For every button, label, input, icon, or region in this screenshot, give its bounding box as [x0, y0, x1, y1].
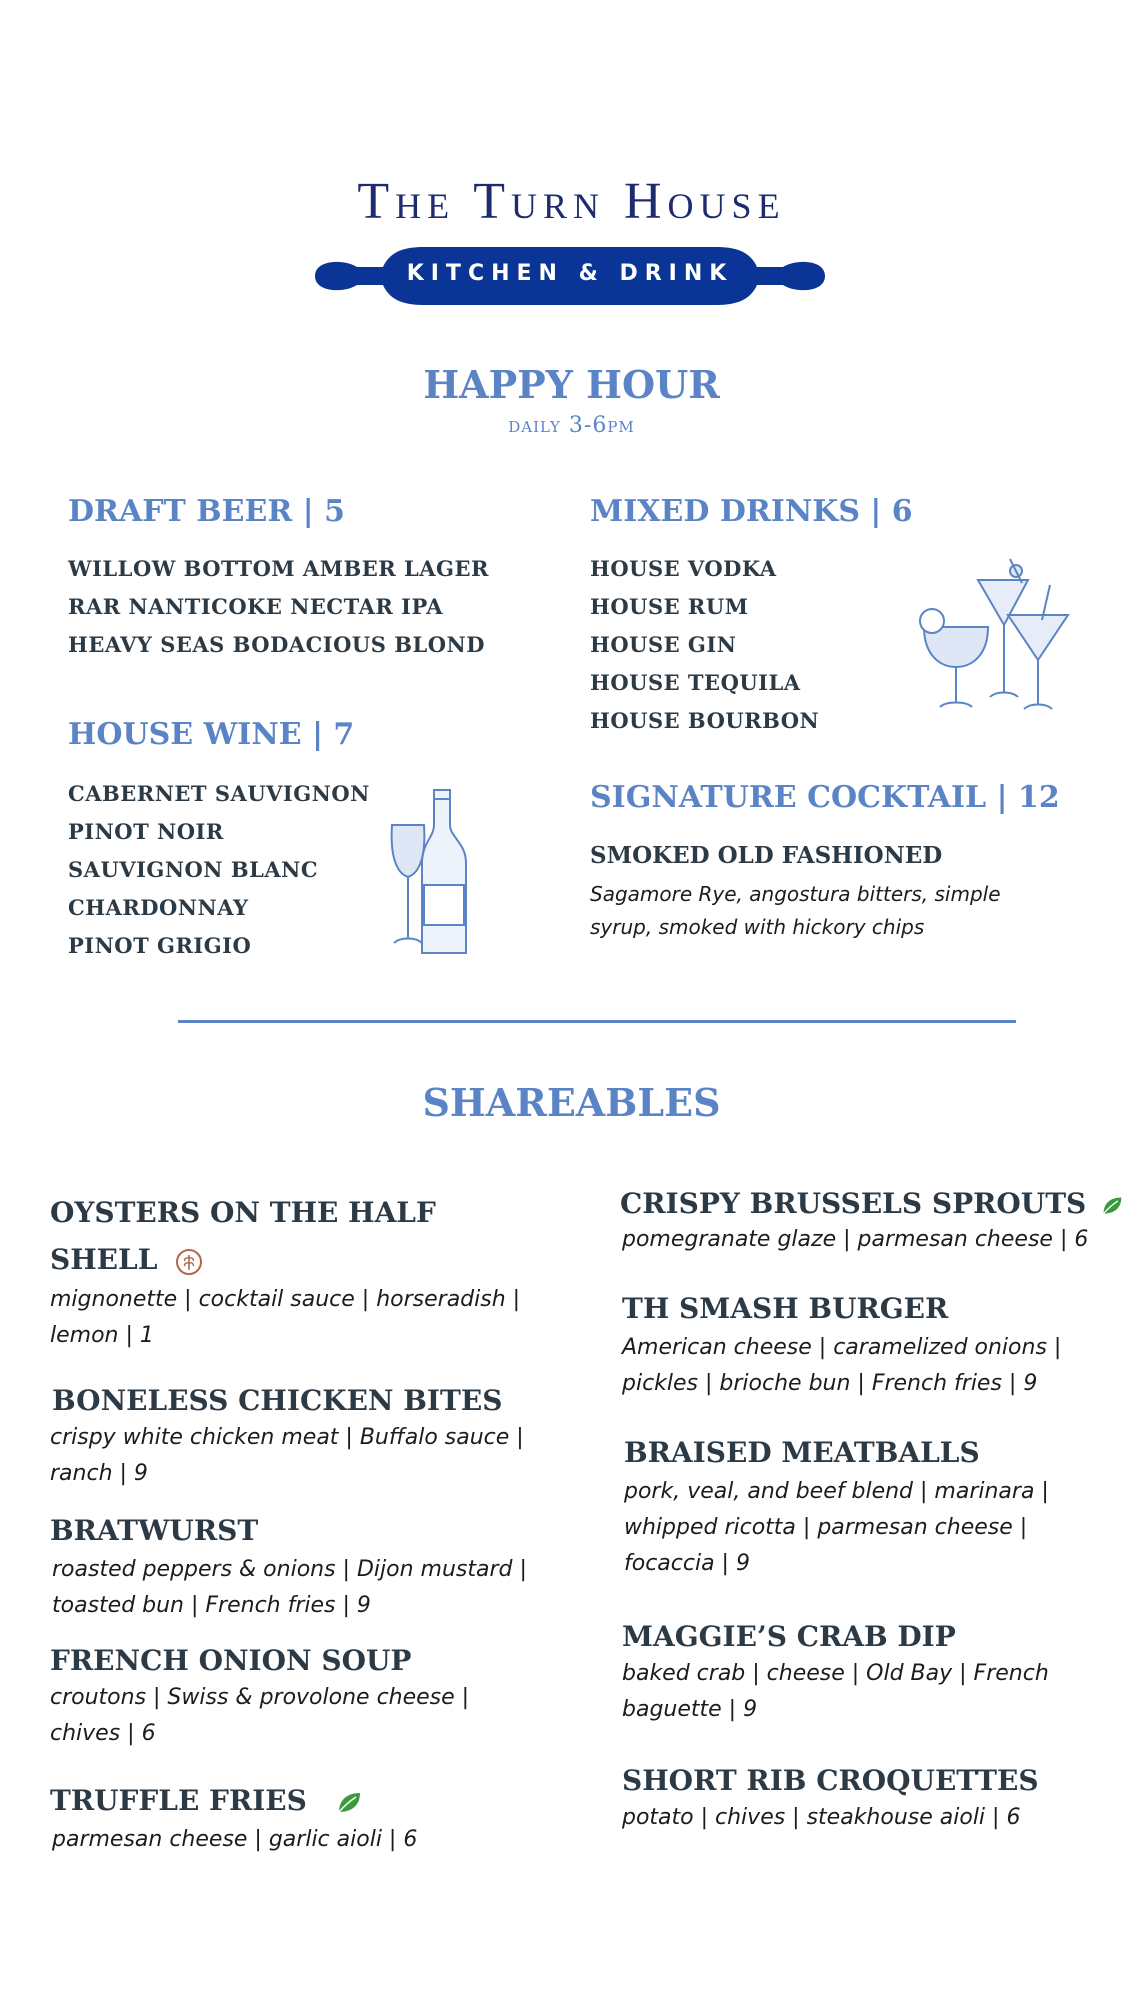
list-item: HOUSE VODKA: [590, 556, 777, 581]
dish-description: ranch | 9: [50, 1461, 148, 1486]
dish-description: mignonette | cocktail sauce | horseradish |: [50, 1287, 521, 1312]
house-wine-list: [68, 775, 370, 965]
dish-description: American cheese | caramelized onions |: [622, 1335, 1062, 1360]
draft-beer-heading: DRAFT BEER | 5: [68, 494, 345, 529]
mixed-drinks-list: [590, 550, 819, 740]
list-item: SAUVIGNON BLANC: [68, 857, 319, 882]
list-item: CHARDONNAY: [68, 895, 249, 920]
list-item: HOUSE GIN: [590, 632, 737, 657]
happy-hour-subtitle: daily 3-6pm: [508, 413, 635, 438]
signature-cocktail-name: SMOKED OLD FASHIONED: [590, 842, 943, 869]
draft-beer-list: [68, 550, 489, 664]
gluten-free-icon: [175, 1248, 203, 1276]
cocktail-glasses-icon: [918, 555, 1078, 720]
list-item: RAR NANTICOKE NECTAR IPA: [68, 594, 444, 619]
shareables-title: SHAREABLES: [422, 1080, 721, 1125]
list-item: HOUSE TEQUILA: [590, 670, 801, 695]
dish-description: pomegranate glaze | parmesan cheese | 6: [622, 1227, 1089, 1252]
dish-description: roasted peppers & onions | Dijon mustard |: [52, 1557, 527, 1582]
dish-name: BONELESS CHICKEN BITES: [52, 1384, 503, 1417]
happy-hour-title: HAPPY HOUR: [423, 362, 720, 407]
signature-cocktail-description: Sagamore Rye, angostura bitters, simple syrup, smoked with hickory chips: [590, 882, 1001, 939]
dish-name: TH SMASH BURGER: [622, 1292, 949, 1325]
dish-name-line: SHELL: [50, 1243, 158, 1276]
wine-bottle-and-glass-icon: [388, 785, 476, 960]
list-item: PINOT NOIR: [68, 819, 224, 844]
dish-name: [620, 1187, 1124, 1220]
list-item: HOUSE BOURBON: [590, 708, 820, 733]
signature-cocktail-heading: SIGNATURE COCKTAIL | 12: [590, 780, 1060, 815]
brand-title: The Turn House: [357, 173, 786, 230]
brand-subtitle: KITCHEN & DRINK: [406, 261, 734, 286]
dish-name: MAGGIE’S CRAB DIP: [622, 1620, 956, 1653]
dish-name: FRENCH ONION SOUP: [50, 1644, 412, 1677]
dish-description: toasted bun | French fries | 9: [52, 1593, 371, 1618]
dish-description: potato | chives | steakhouse aioli | 6: [622, 1805, 1021, 1830]
dish-description: pork, veal, and beef blend | marinara |: [624, 1479, 1049, 1504]
dish-description: baked crab | cheese | Old Bay | French: [622, 1661, 1049, 1686]
dish-description: baguette | 9: [622, 1697, 758, 1722]
list-item: CABERNET SAUVIGNON: [68, 781, 370, 806]
house-wine-heading: HOUSE WINE | 7: [68, 717, 355, 752]
dish-description: whipped ricotta | parmesan cheese |: [624, 1515, 1028, 1540]
dish-name: [50, 1784, 363, 1817]
dish-description: chives | 6: [50, 1721, 156, 1746]
dish-name-line: TRUFFLE FRIES: [50, 1784, 307, 1817]
dish-description: crispy white chicken meat | Buffalo sauce |: [50, 1425, 524, 1450]
dish-description: lemon | 1: [50, 1323, 154, 1348]
dish-name-line: CRISPY BRUSSELS SPROUTS: [620, 1187, 1087, 1220]
dish-name: BRAISED MEATBALLS: [624, 1436, 980, 1469]
list-item: HEAVY SEAS BODACIOUS BLOND: [68, 632, 485, 657]
vegetarian-leaf-icon: [335, 1790, 363, 1816]
dish-description: parmesan cheese | garlic aioli | 6: [52, 1827, 418, 1852]
dish-description: focaccia | 9: [624, 1551, 750, 1576]
list-item: PINOT GRIGIO: [68, 933, 252, 958]
dish-name: OYSTERS ON THE HALF: [50, 1196, 436, 1229]
dish-description: pickles | brioche bun | French fries | 9: [622, 1371, 1038, 1396]
dish-name: BRATWURST: [50, 1514, 259, 1547]
dish-description: croutons | Swiss & provolone cheese |: [50, 1685, 470, 1710]
mixed-drinks-heading: MIXED DRINKS | 6: [590, 494, 913, 529]
vegetarian-leaf-icon: [1100, 1195, 1124, 1217]
section-divider: [178, 1020, 1016, 1023]
dish-name: [50, 1243, 203, 1276]
list-item: WILLOW BOTTOM AMBER LAGER: [68, 556, 489, 581]
dish-name: SHORT RIB CROQUETTES: [622, 1764, 1039, 1797]
list-item: HOUSE RUM: [590, 594, 749, 619]
